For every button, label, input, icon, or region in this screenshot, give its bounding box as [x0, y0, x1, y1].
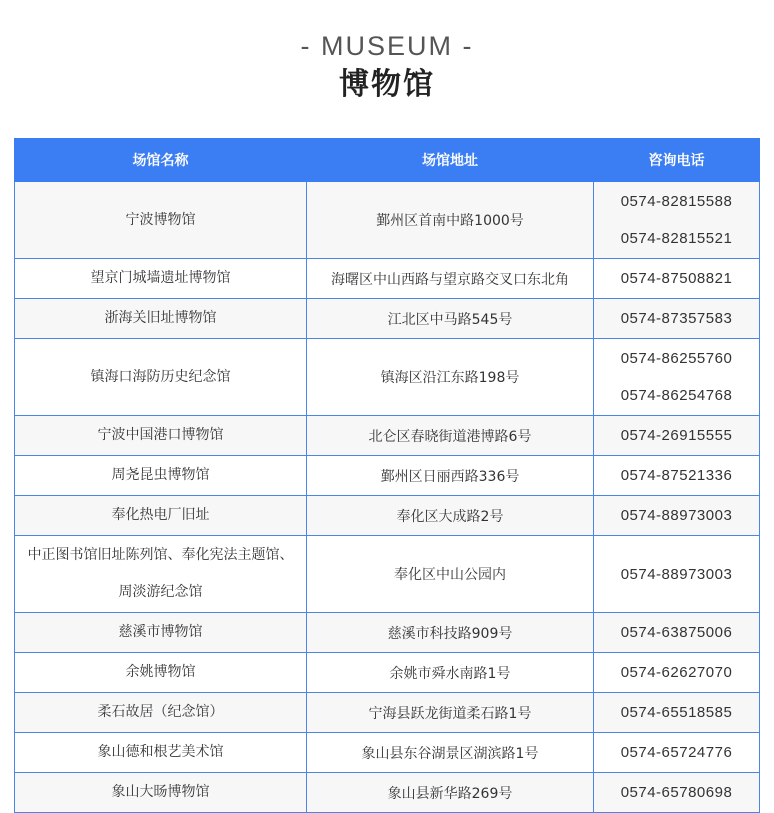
venue-name-cell: [15, 259, 307, 299]
table-row: [15, 653, 760, 693]
phone-number: 0574-82815521: [620, 230, 733, 247]
phone-number: 0574-65780698: [620, 784, 733, 801]
venue-name-cell: [15, 653, 307, 693]
table-row: [15, 182, 760, 259]
venue-address: 鄞州区日丽西路336号: [307, 456, 594, 496]
venue-address: 海曙区中山西路与望京路交叉口东北角: [307, 259, 594, 299]
museum-table: [14, 138, 760, 813]
phone-number: 0574-88973003: [620, 565, 733, 583]
venue-address: 鄞州区首南中路1000号: [307, 182, 594, 259]
table-row: [15, 536, 760, 613]
venue-address: 奉化区中山公园内: [307, 536, 594, 613]
table-row: [15, 339, 760, 416]
phone-number: 0574-87508821: [620, 270, 733, 287]
venue-phone-cell: [594, 259, 760, 299]
venue-address: 宁海县跃龙街道柔石路1号: [307, 693, 594, 733]
venue-address: 象山县新华路269号: [307, 773, 594, 813]
venue-name: 宁波中国港口博物馆: [97, 427, 224, 443]
venue-address: 奉化区大成路2号: [307, 496, 594, 536]
table-row: [15, 259, 760, 299]
column-header-phone: 咨询电话: [594, 139, 760, 182]
venue-name-cell: [15, 496, 307, 536]
page-title: 博物馆: [339, 67, 435, 102]
phone-number: 0574-62627070: [620, 664, 733, 681]
venue-phone-cell: [594, 496, 760, 536]
table-row: [15, 416, 760, 456]
venue-name-cell: [15, 613, 307, 653]
venue-name: 周淡游纪念馆: [118, 584, 203, 600]
venue-address: 北仑区春晓街道港博路6号: [307, 416, 594, 456]
table-row: [15, 613, 760, 653]
venue-name-cell: [15, 456, 307, 496]
venue-name-cell: [15, 339, 307, 416]
phone-number: 0574-82815588: [620, 193, 733, 210]
table-row: [15, 299, 760, 339]
venue-name-cell: [15, 733, 307, 773]
venue-name: 象山大旸博物馆: [111, 784, 210, 800]
table-row: [15, 733, 760, 773]
venue-address: 象山县东谷湖景区湖滨路1号: [307, 733, 594, 773]
phone-number: 0574-65724776: [620, 744, 733, 761]
venue-name: 周尧昆虫博物馆: [111, 467, 210, 483]
table-body: [15, 182, 760, 813]
phone-number: 0574-65518585: [620, 704, 733, 721]
venue-phone-cell: [594, 299, 760, 339]
venue-address: 江北区中马路545号: [307, 299, 594, 339]
venue-name-cell: [15, 299, 307, 339]
venue-name-cell: [15, 182, 307, 259]
venue-name: 浙海关旧址博物馆: [104, 310, 217, 326]
venue-name-cell: [15, 416, 307, 456]
venue-name: 柔石故居（纪念馆）: [97, 704, 224, 720]
phone-number: 0574-86255760: [620, 350, 733, 367]
table-row: [15, 456, 760, 496]
venue-name: 象山德和根艺美术馆: [97, 744, 224, 760]
page-subtitle: - MUSEUM -: [300, 31, 474, 61]
venue-name: 宁波博物馆: [125, 211, 196, 228]
phone-number: 0574-86254768: [620, 387, 733, 404]
venue-address: 余姚市舜水南路1号: [307, 653, 594, 693]
venue-phone-cell: [594, 693, 760, 733]
table-row: [15, 693, 760, 733]
venue-name: 慈溪市博物馆: [118, 624, 203, 640]
phone-number: 0574-88973003: [620, 507, 733, 524]
venue-phone-cell: [594, 733, 760, 773]
phone-number: 0574-63875006: [620, 624, 733, 641]
venue-phone-cell: [594, 613, 760, 653]
venue-name: 奉化热电厂旧址: [111, 507, 210, 523]
venue-phone-cell: [594, 182, 760, 259]
venue-name-cell: [15, 536, 307, 613]
venue-name: 余姚博物馆: [125, 664, 196, 680]
phone-number: 0574-26915555: [620, 427, 733, 444]
table-header-row: [15, 139, 760, 182]
venue-name: 镇海口海防历史纪念馆: [90, 368, 231, 385]
venue-name: 中正图书馆旧址陈列馆、奉化宪法主题馆、: [27, 547, 294, 563]
venue-phone-cell: [594, 339, 760, 416]
venue-address: 镇海区沿江东路198号: [307, 339, 594, 416]
venue-phone-cell: [594, 536, 760, 613]
venue-phone-cell: [594, 456, 760, 496]
column-header-name: 场馆名称: [15, 139, 307, 182]
page-header: [0, 0, 774, 104]
column-header-address: 场馆地址: [307, 139, 594, 182]
venue-address: 慈溪市科技路909号: [307, 613, 594, 653]
phone-number: 0574-87521336: [620, 467, 733, 484]
table-row: [15, 496, 760, 536]
venue-phone-cell: [594, 416, 760, 456]
venue-name-cell: [15, 693, 307, 733]
venue-name: 望京门城墙遗址博物馆: [90, 270, 231, 286]
phone-number: 0574-87357583: [620, 310, 733, 327]
venue-phone-cell: [594, 653, 760, 693]
